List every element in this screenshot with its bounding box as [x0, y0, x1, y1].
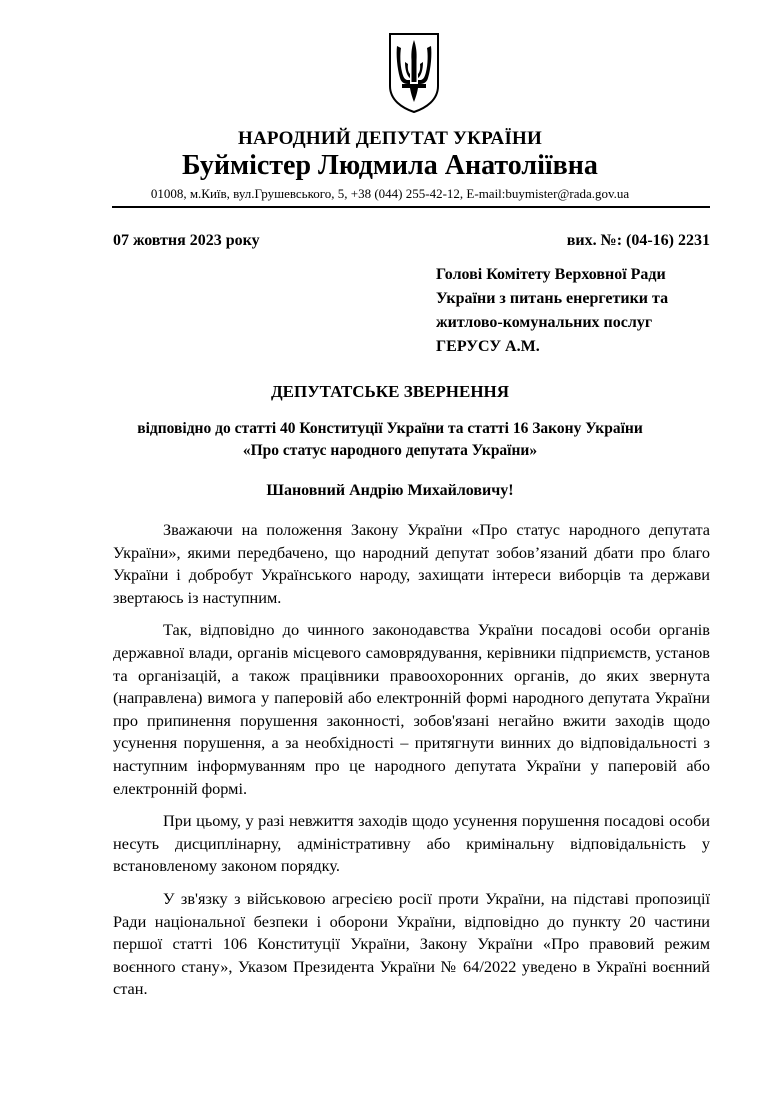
body-paragraph: Так, відповідно до чинного законодавства України посадові особи органів державної влади, органів місцевого самоврядування, керівники підприємств, установ та організацій, а також працівники правоохоронних органів, до яких звернута (направлена) вимога у паперовій або електронній формі народного депутата України про припинення порушення законності, зобов'язані негайно вжити заходів щодо усунення порушення, а за необхідності – притягнути винних до відповідальності з наступним інформуванням про це народного депутата України у паперовій або електронній формі.	[113, 620, 710, 798]
addressee-line: України з питань енергетики та	[436, 290, 669, 307]
document-date: 07 жовтня 2023 року	[113, 232, 260, 249]
salutation: Шановний Андрію Михайловичу!	[266, 482, 514, 499]
trident-coat-of-arms-icon	[388, 32, 440, 114]
addressee-line: ГЕРУСУ А.М.	[436, 338, 540, 355]
legal-basis-line: відповідно до статті 40 Конституції України та статті 16 Закону України	[137, 420, 643, 437]
legal-basis-line: «Про статус народного депутата України»	[242, 442, 538, 459]
header-divider	[112, 206, 710, 208]
outgoing-number: вих. №: (04-16) 2231	[566, 232, 710, 249]
body-paragraph: У зв'язку з військовою агресією росії проти України, на підставі пропозиції Ради національної безпеки і оборони України, відповідно до пункту 20 частини першої статті 106 Конституції України, Закону України «Про правовий режим воєнного стану», Указом Президента України № 64/2022 уведено в Україні воєнний стан.	[113, 888, 710, 999]
letter-body	[113, 519, 710, 1011]
body-paragraph: При цьому, у разі невжиття заходів щодо усунення порушення посадові особи несуть дисциплінарну, адміністративну або кримінальну відповідальність у встановленому законом порядку.	[113, 811, 710, 876]
body-paragraph: Зважаючи на положення Закону України «Про статус народного депутата України», якими передбачено, що народний депутат зобов’язаний дбати про благо України і добробут Українського народу, захищати інтереси виборців та держави звертаюсь із наступним.	[113, 520, 710, 607]
addressee-block	[436, 263, 736, 359]
deputy-name: Буймістер Людмила Анатоліївна	[182, 150, 598, 181]
appeal-title: ДЕПУТАТСЬКЕ ЗВЕРНЕННЯ	[270, 382, 510, 401]
legal-basis	[0, 418, 780, 462]
addressee-line: Голові Комітету Верховної Ради	[436, 266, 666, 283]
addressee-line: житлово-комунальних послуг	[436, 314, 653, 331]
contact-details: 01008, м.Київ, вул.Грушевського, 5, +38 (044) 255-42-12, E-mail:buymister@rada.gov.ua	[150, 186, 630, 201]
header-title: НАРОДНИЙ ДЕПУТАТ УКРАЇНИ	[237, 128, 543, 149]
